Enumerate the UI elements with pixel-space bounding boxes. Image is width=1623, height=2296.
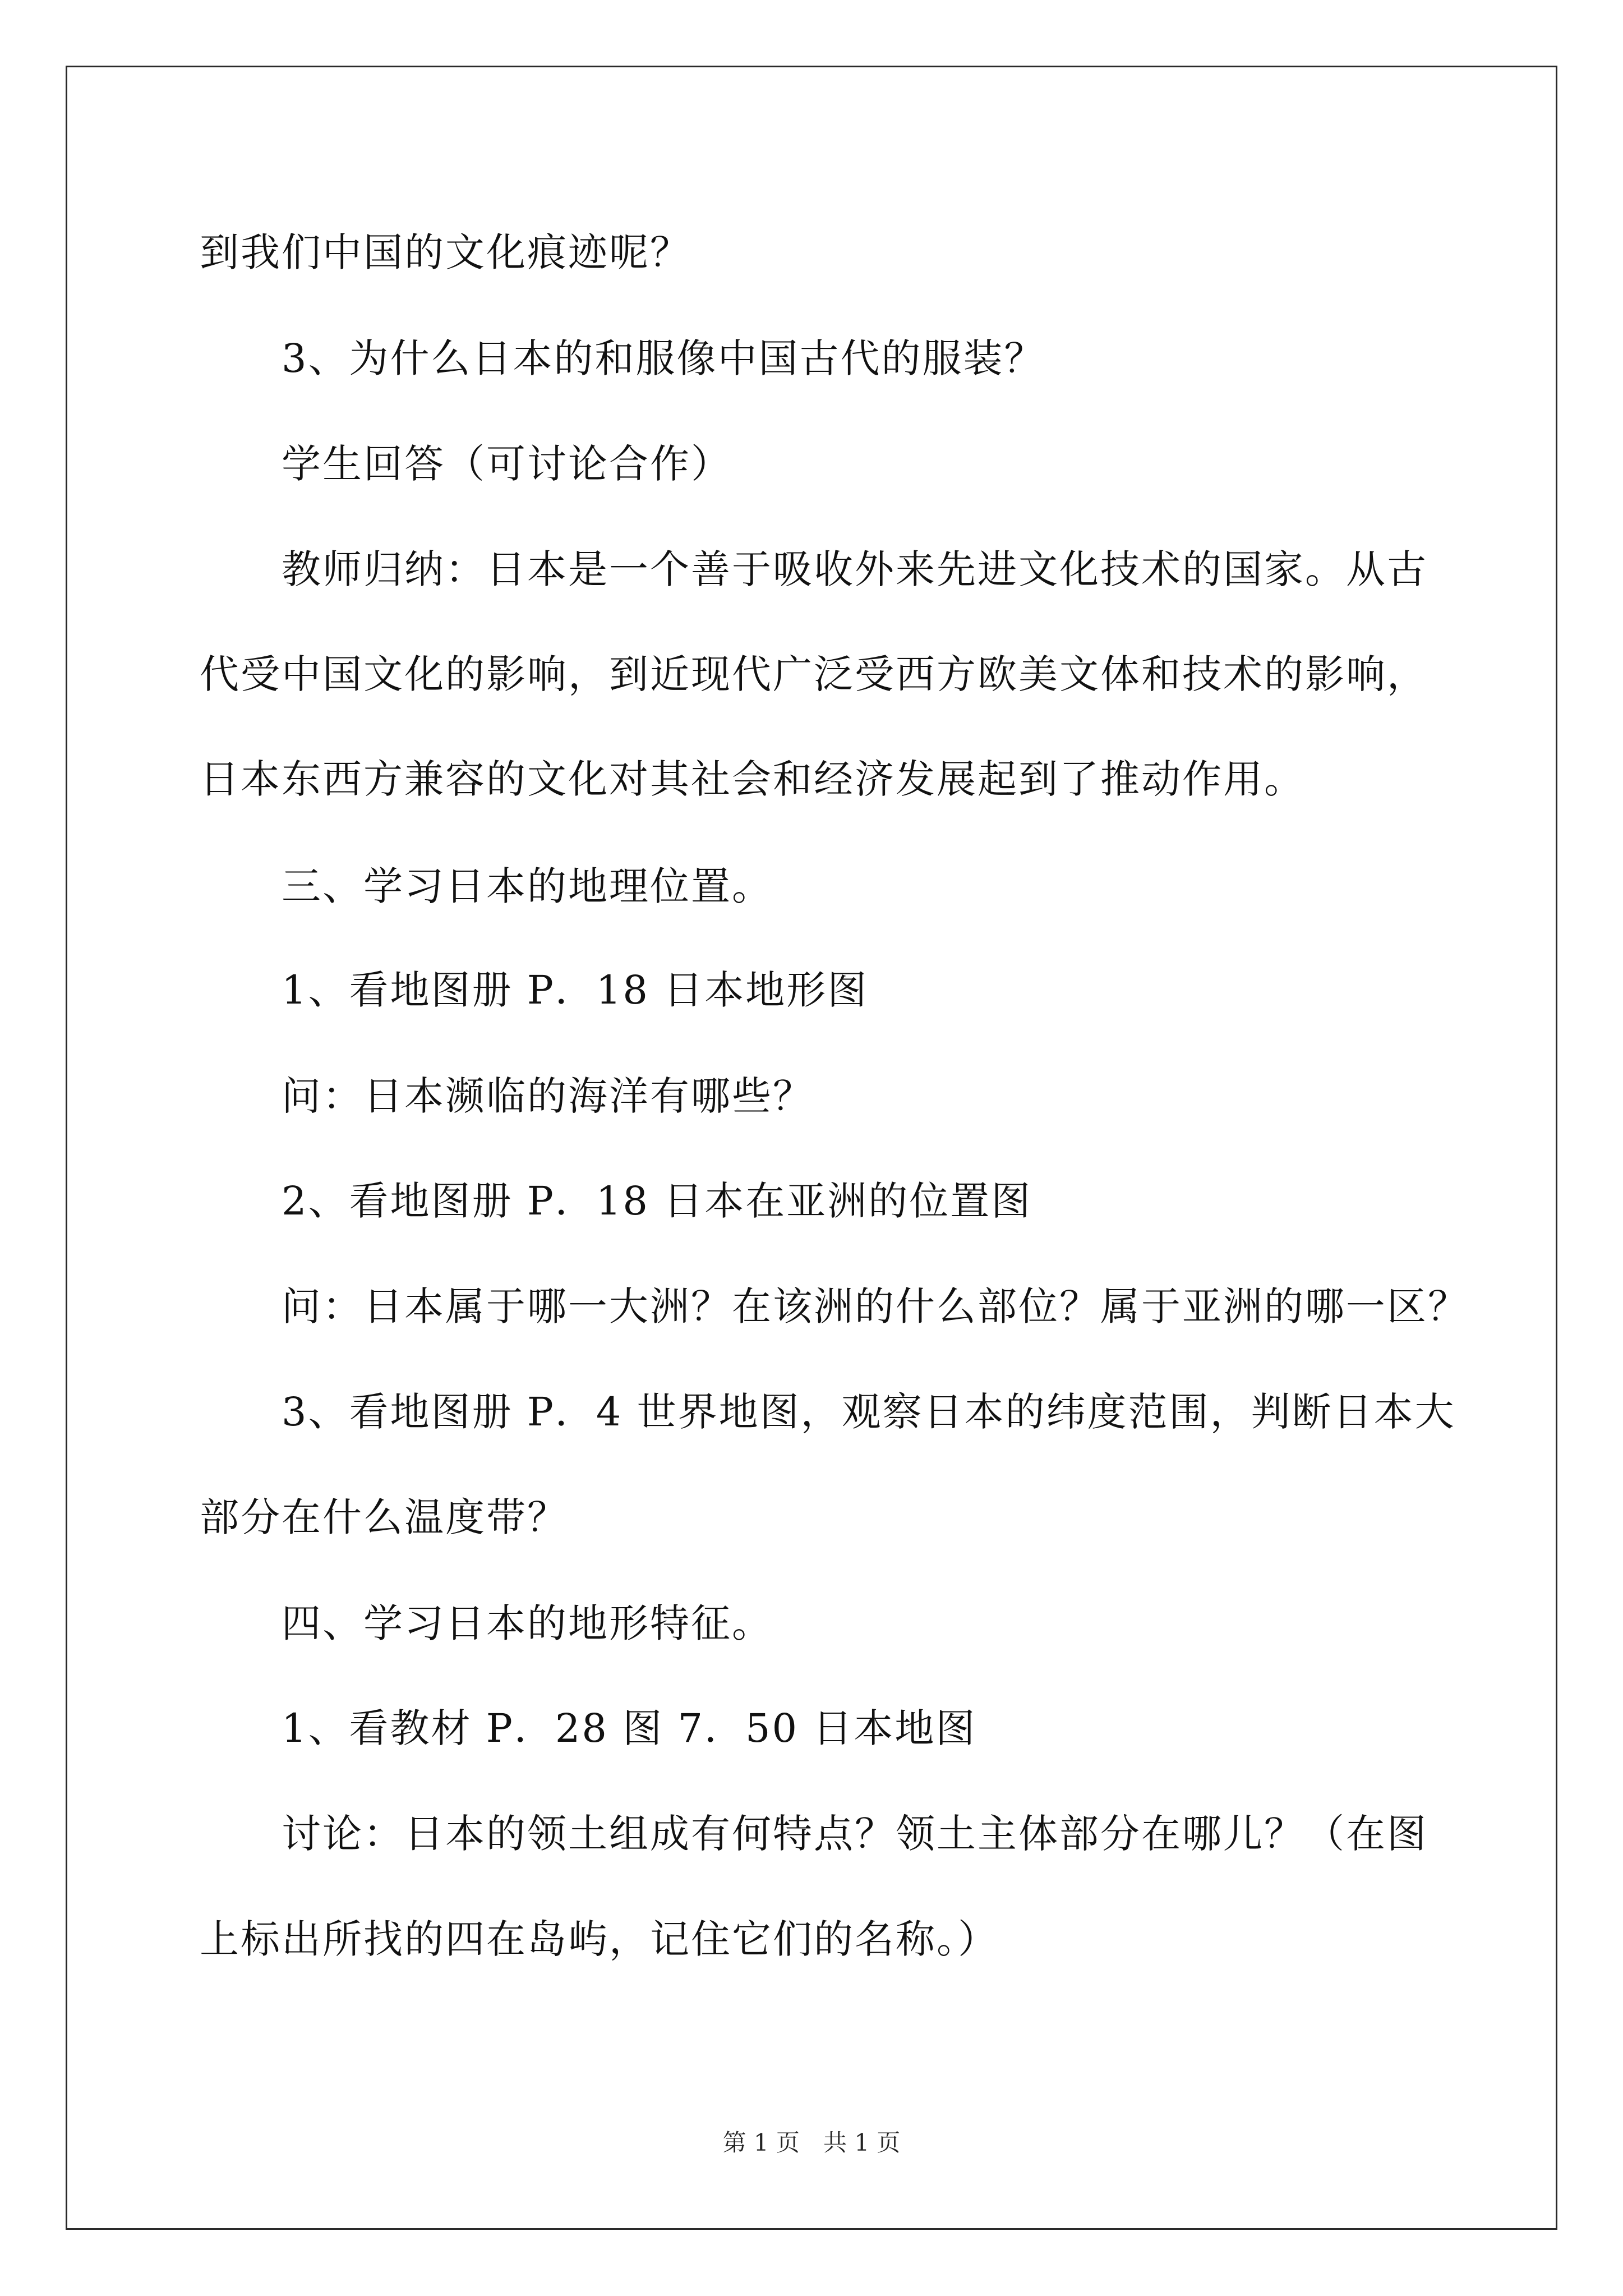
text-line: 3、为什么日本的和服像中国古代的服装？ — [282, 335, 1045, 381]
text-line: 讨论：日本的领土组成有何特点？领土主体部分在哪儿？（在图 — [282, 1811, 1428, 1857]
text-line: 问：日本濒临的海洋有哪些？ — [282, 1073, 814, 1119]
text-line: 1、看教材 P．28 图 7．50 日本地图 — [282, 1705, 977, 1751]
page-number-footer: 第 1 页 共 1 页 — [722, 2129, 901, 2156]
text-line: 1、看地图册 P．18 日本地形图 — [282, 967, 869, 1013]
text-line: 四、学习日本的地形特征。 — [282, 1600, 773, 1646]
text-line: 学生回答（可讨论合作） — [282, 441, 732, 487]
text-line: 日本东西方兼容的文化对其社会和经济发展起到了推动作用。 — [200, 756, 1305, 802]
page-border — [66, 66, 1557, 2230]
text-line: 到我们中国的文化痕迹呢？ — [200, 229, 691, 275]
text-line: 部分在什么温度带？ — [200, 1494, 568, 1540]
text-line: 上标出所找的四在岛屿，记住它们的名称。） — [200, 1916, 999, 1962]
text-line: 教师归纳：日本是一个善于吸收外来先进文化技术的国家。从古 — [282, 546, 1428, 592]
text-line: 2、看地图册 P．18 日本在亚洲的位置图 — [282, 1178, 1032, 1224]
text-line: 代受中国文化的影响，到近现代广泛受西方欧美文体和技术的影响， — [200, 651, 1428, 697]
text-line: 3、看地图册 P．4 世界地图，观察日本的纬度范围，判断日本大 — [282, 1389, 1456, 1435]
text-line: 三、学习日本的地理位置。 — [282, 863, 773, 909]
text-line: 问：日本属于哪一大洲？在该洲的什么部位？属于亚洲的哪一区？ — [282, 1283, 1469, 1329]
